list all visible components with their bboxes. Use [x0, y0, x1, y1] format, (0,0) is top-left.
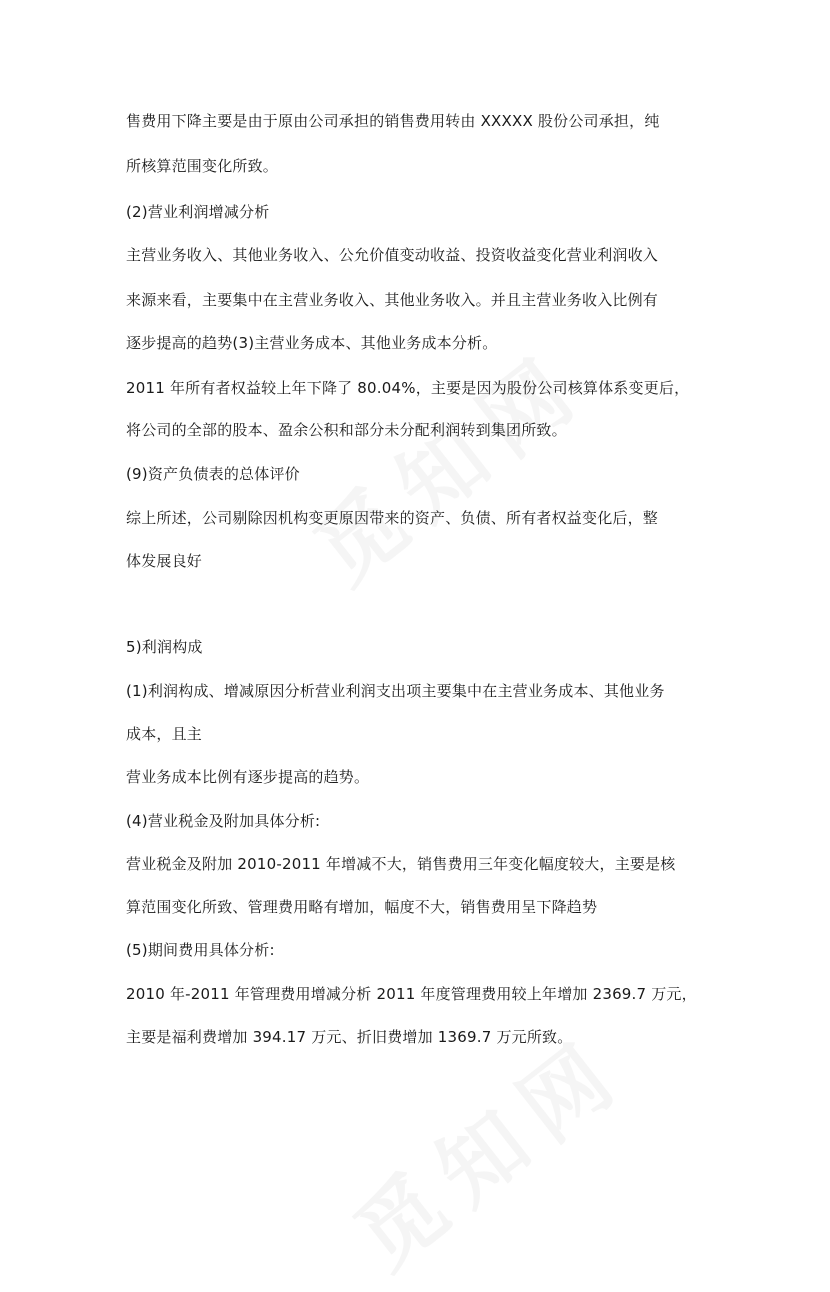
- section-heading: 5)利润构成: [126, 638, 203, 656]
- section-heading: (9)资产负债表的总体评价: [126, 465, 300, 483]
- paragraph-line: 体发展良好: [126, 552, 203, 570]
- paragraph-line: 2010 年-2011 年管理费用增减分析 2011 年度管理费用较上年增加 2369.7 万元，: [126, 985, 697, 1003]
- paragraph-line: 综上所述，公司剔除因机构变更原因带来的资产、负债、所有者权益变化后，整: [126, 509, 659, 527]
- paragraph-line: 来源来看，主要集中在主营业务收入、其他业务收入。并且主营业务收入比例有: [126, 291, 659, 309]
- paragraph-line: (1)利润构成、增减原因分析营业利润支出项主要集中在主营业务成本、其他业务: [126, 682, 665, 700]
- section-heading: (5)期间费用具体分析:: [126, 941, 275, 959]
- paragraph-line: 所核算范围变化所致。: [126, 157, 279, 175]
- paragraph-line: 售费用下降主要是由于原由公司承担的销售费用转由 XXXXX 股份公司承担，纯: [126, 112, 660, 130]
- paragraph-line: 算范围变化所致、管理费用略有增加，幅度不大，销售费用呈下降趋势: [126, 898, 598, 916]
- paragraph-line: 将公司的全部的股本、盈余公积和部分未分配利润转到集团所致。: [126, 421, 567, 439]
- paragraph-line: 成本，且主: [126, 725, 203, 743]
- section-heading: (4)营业税金及附加具体分析:: [126, 812, 321, 830]
- section-heading: (2)营业利润增减分析: [126, 203, 270, 221]
- watermark: [285, 317, 607, 607]
- paragraph-line: 营业务成本比例有逐步提高的趋势。: [126, 768, 370, 786]
- paragraph-line: 营业税金及附加 2010-2011 年增减不大，销售费用三年变化幅度较大，主要是核: [126, 855, 676, 873]
- paragraph-line: 主营业务收入、其他业务收入、公允价值变动收益、投资收益变化营业利润收入: [126, 246, 659, 264]
- paragraph-line: 逐步提高的趋势(3)主营业务成本、其他业务成本分析。: [126, 334, 498, 352]
- paragraph-line: 主要是福利费增加 394.17 万元、折旧费增加 1369.7 万元所致。: [126, 1028, 573, 1046]
- paragraph-line: 2011 年所有者权益较上年下降了 80.04%，主要是因为股份公司核算体系变更后，: [126, 379, 690, 397]
